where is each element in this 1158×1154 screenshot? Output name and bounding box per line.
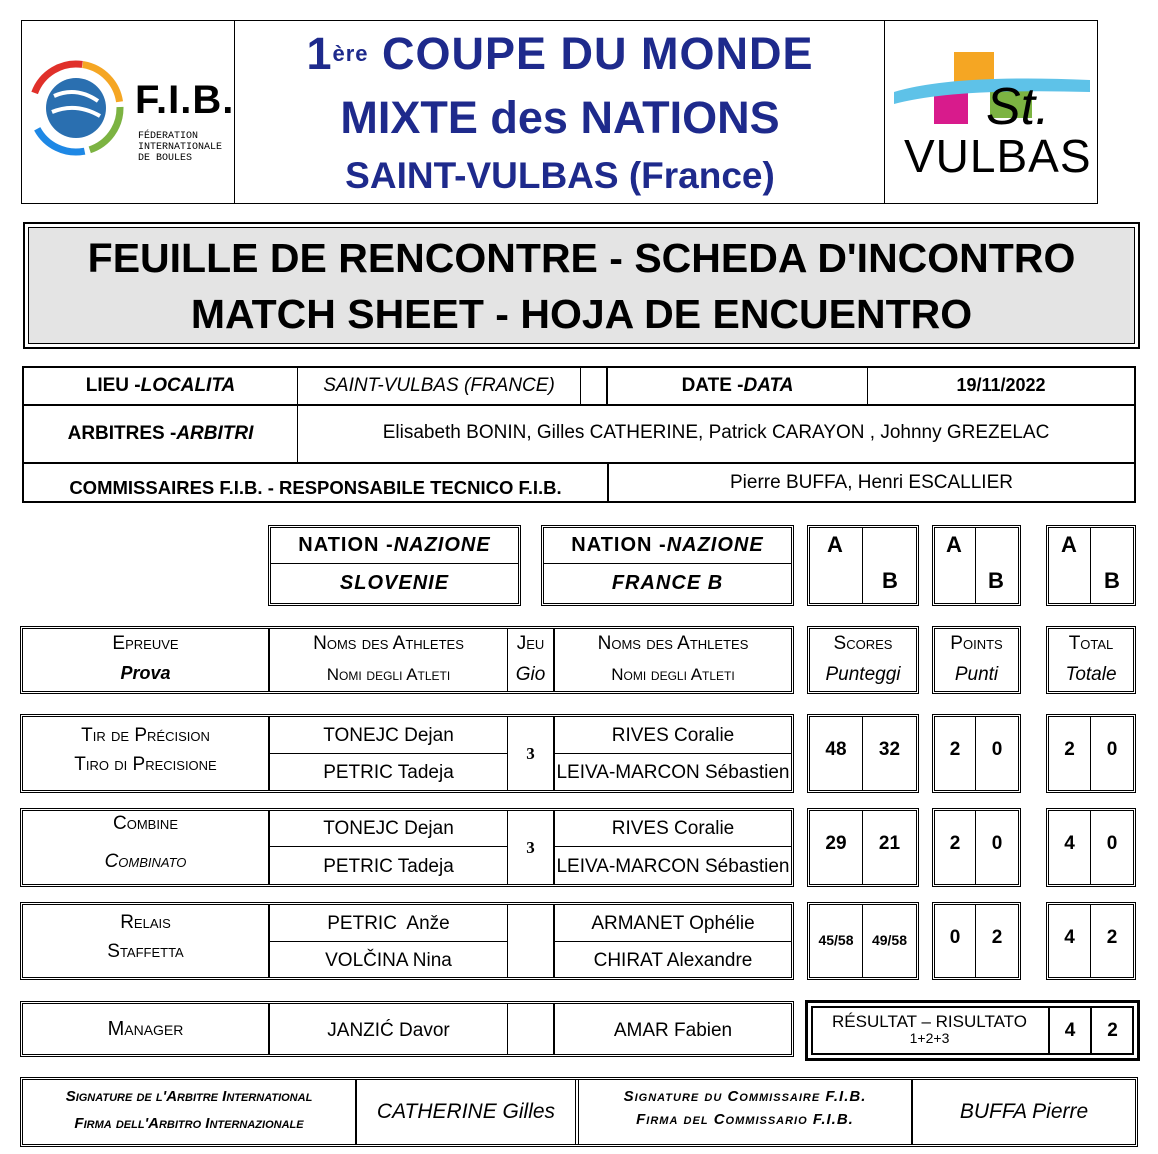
header-divider-right xyxy=(884,20,885,204)
commissaire-signature-name: BUFFA Pierre xyxy=(959,1100,1089,1123)
total-a: 2 xyxy=(1064,739,1075,760)
total-b: 0 xyxy=(1106,833,1118,854)
score-b: 32 xyxy=(878,739,901,760)
commissaire-signature-label-1: Signature du Commissaire F.I.B. xyxy=(623,1087,867,1105)
col-totale: Totale xyxy=(1065,664,1117,685)
arbitre-signature-label-1: Signature de l'Arbitre International xyxy=(65,1087,313,1105)
manager-a: JANZIĆ Davor xyxy=(327,1020,450,1041)
athlete-a: TONEJC Dejan xyxy=(323,724,454,746)
score-a: 48 xyxy=(825,739,847,760)
result-sub: 1+2+3 xyxy=(909,1030,950,1046)
nation-b-name: FRANCE B xyxy=(611,571,724,594)
col-prova: Prova xyxy=(120,662,171,683)
athlete-a: PETRIC Tadeja xyxy=(323,855,454,877)
athlete-b: RIVES Coralie xyxy=(611,817,735,839)
date-label: DATE - DATA xyxy=(681,375,794,396)
banner-title-1: FEUILLE DE RENCONTRE - SCHEDA D'INCONTRO xyxy=(87,234,1076,281)
lieu-value: SAINT-VULBAS (FRANCE) xyxy=(323,375,555,396)
col-noms-b: Noms des Athletes xyxy=(597,633,749,654)
ab-points-a: A xyxy=(946,532,962,557)
event-row-2-hdivider-b xyxy=(555,846,791,847)
athlete-a: PETRIC Anže xyxy=(327,912,450,934)
col-jeu: Jeu xyxy=(516,633,545,654)
arbitres-label: ARBITRES - ARBITRI xyxy=(67,423,254,444)
result-b: 2 xyxy=(1107,1019,1118,1041)
ab-total-a: A xyxy=(1061,532,1077,557)
col-noms-a: Noms des Athletes xyxy=(313,633,464,654)
arbitres-value: Elisabeth BONIN, Gilles CATHERINE, Patrick CARAYON , Johnny GREZELAC xyxy=(382,422,1050,443)
points-a: 2 xyxy=(949,833,961,854)
athlete-b: CHIRAT Alexandre xyxy=(593,949,753,971)
commissaires-label: COMMISSAIRES F.I.B. - RESPONSABILE TECNICO F.I.B. xyxy=(69,476,562,498)
col-nomi-b: Nomi degli Atleti xyxy=(611,665,735,684)
points-b: 0 xyxy=(991,739,1003,760)
jeu-value xyxy=(508,905,553,977)
svg-text:St.: St. xyxy=(986,78,1050,136)
event-name-fr: Combine xyxy=(112,813,178,834)
manager-b: AMAR Fabien xyxy=(613,1020,733,1041)
event-name-fr: Tir de Précision xyxy=(81,725,210,746)
fib-logo-text: F.I.B. xyxy=(135,78,235,122)
score-b: 21 xyxy=(878,833,901,854)
ab-total-divider xyxy=(1090,528,1091,603)
col-punteggi: Punteggi xyxy=(825,664,901,685)
col-total: Total xyxy=(1068,633,1114,654)
commissaires-value: Pierre BUFFA, Henri ESCALLIER xyxy=(730,471,1013,493)
nation-b-label: NATION - NAZIONE xyxy=(571,534,764,556)
col-gio: Gio xyxy=(515,664,546,685)
score-a: 29 xyxy=(825,833,847,854)
event-name-it: Combinato xyxy=(104,851,187,872)
score-a: 45/58 xyxy=(818,932,854,948)
col-nomi-a: Nomi degli Atleti xyxy=(326,665,451,684)
total-b: 2 xyxy=(1106,927,1118,948)
result-label: RÉSULTAT – RISULTATO xyxy=(832,1012,1027,1031)
points-b: 2 xyxy=(991,927,1003,948)
nation-a-name: SLOVENIE xyxy=(339,571,450,594)
points-b: 0 xyxy=(991,833,1003,854)
athlete-b: LEIVA-MARCON Sébastien xyxy=(556,761,790,783)
event-row-3-hdivider-b xyxy=(555,941,791,942)
col-scores: Scores xyxy=(833,633,893,654)
total-b: 0 xyxy=(1106,739,1118,760)
fib-logo-sub: FÉDERATION INTERNATIONALE DE BOULES xyxy=(138,131,223,164)
nation-a-label: NATION - NAZIONE xyxy=(298,534,491,556)
athlete-a: TONEJC Dejan xyxy=(323,817,454,839)
athlete-a: PETRIC Tadeja xyxy=(323,761,454,783)
event-name-it: Tiro di Precisione xyxy=(74,754,217,775)
points-a: 0 xyxy=(949,927,961,948)
jeu-value: 3 xyxy=(526,837,535,857)
total-a: 4 xyxy=(1064,927,1075,948)
ab-points-divider xyxy=(975,528,976,603)
result-a: 4 xyxy=(1064,1019,1076,1041)
event-row-1-hdivider-b xyxy=(555,753,791,754)
banner-title-2: MATCH SHEET - HOJA DE ENCUENTRO xyxy=(190,290,973,337)
event-row-2-hdivider-a xyxy=(270,846,507,847)
manager-divider-2 xyxy=(507,1004,508,1054)
lieu-label: LIEU - LOCALITA xyxy=(85,375,236,396)
score-b: 49/58 xyxy=(871,932,908,948)
points-a: 2 xyxy=(949,739,961,760)
commissaire-signature-label-2: Firma del Commissario F.I.B. xyxy=(636,1110,854,1128)
st-vulbas-logo xyxy=(894,44,1092,184)
athlete-a: VOLČINA Nina xyxy=(325,949,452,971)
manager-label: Manager xyxy=(107,1017,184,1040)
arbitre-signature-name: CATHERINE Gilles xyxy=(376,1100,556,1123)
athlete-b: RIVES Coralie xyxy=(611,724,735,746)
title-line-3: SAINT-VULBAS (France) xyxy=(345,155,775,196)
arbitre-signature-label-2: Firma dell'Arbitro Internazionale xyxy=(74,1114,304,1132)
title-line-1: 1 ère COUPE DU MONDE xyxy=(306,28,814,79)
event-row-1-hdivider-a xyxy=(270,753,507,754)
event-name-fr: Relais xyxy=(120,912,171,933)
date-value: 19/11/2022 xyxy=(956,374,1046,395)
ab-total-box xyxy=(1046,525,1136,606)
event-name-it: Staffetta xyxy=(107,941,184,962)
ab-total-b: B xyxy=(1104,568,1120,593)
athlete-b: LEIVA-MARCON Sébastien xyxy=(556,855,790,877)
ab-score-divider xyxy=(862,528,863,603)
col-punti: Punti xyxy=(954,664,999,685)
col-epreuve: Epreuve xyxy=(112,633,179,654)
ab-score-a: A xyxy=(827,532,843,557)
event-row-3-hdivider-a xyxy=(270,941,507,942)
ab-score-box xyxy=(807,525,919,606)
jeu-value: 3 xyxy=(526,743,535,763)
ab-points-b: B xyxy=(988,568,1004,593)
nation-a-divider xyxy=(271,563,518,564)
info-col-divider-2 xyxy=(580,366,581,406)
col-points: Points xyxy=(950,633,1003,654)
total-a: 4 xyxy=(1064,833,1075,854)
ab-score-b: B xyxy=(882,568,898,593)
athlete-b: ARMANET Ophélie xyxy=(591,912,755,934)
nation-b-divider xyxy=(544,563,791,564)
title-line-2: MIXTE des NATIONS xyxy=(340,92,780,143)
svg-text:VULBAS: VULBAS xyxy=(904,130,1092,182)
